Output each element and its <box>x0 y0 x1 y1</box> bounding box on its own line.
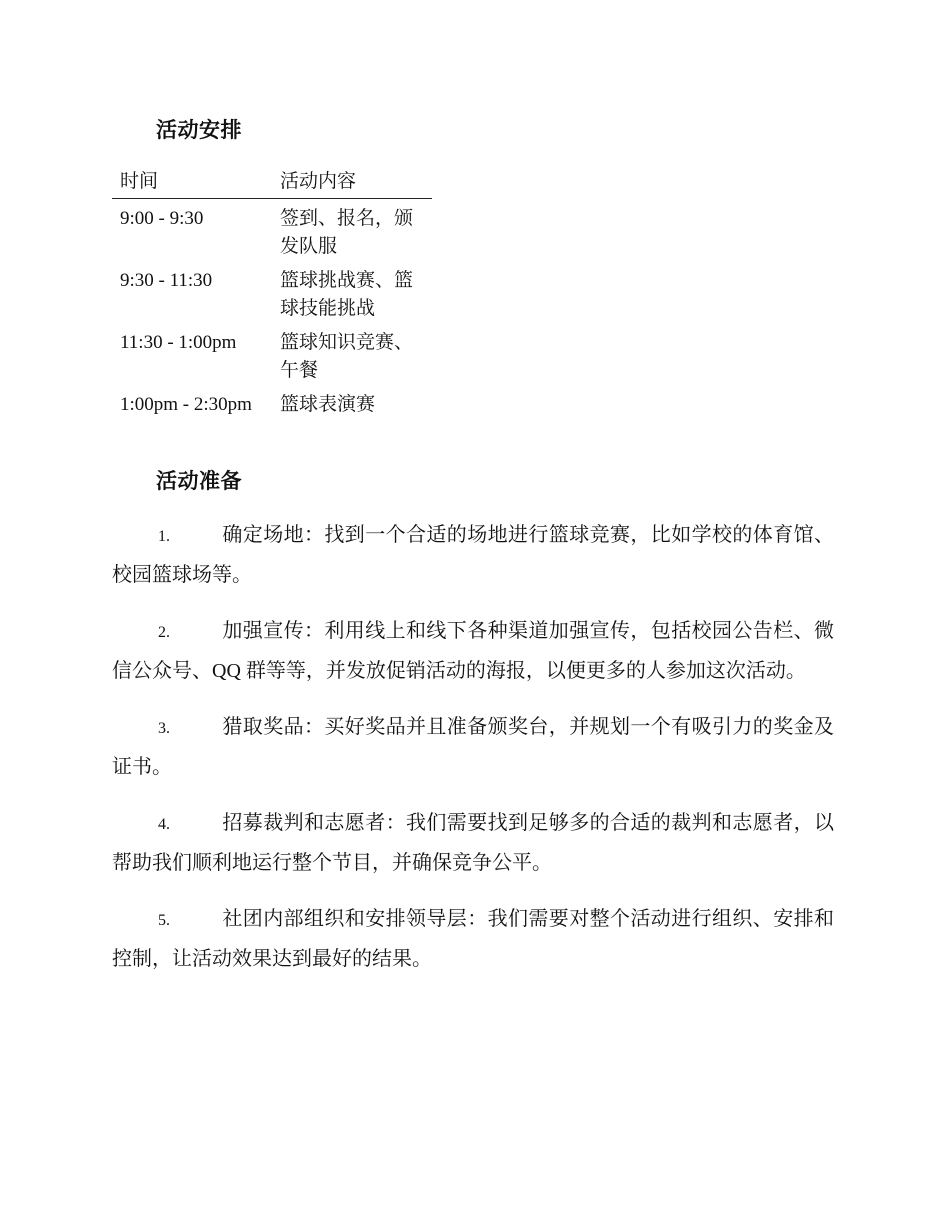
activity-cell: 篮球知识竞赛、午餐 <box>280 332 414 381</box>
preparation-heading: 活动准备 <box>156 469 242 493</box>
item-text: 猎取奖品：买好奖品并且准备颁奖台，并规划一个有吸引力的奖金及证书。 <box>112 716 834 778</box>
preparation-list <box>112 516 834 996</box>
table-row <box>112 323 432 385</box>
item-number: 1. <box>158 528 170 545</box>
schedule-header-row <box>112 168 432 199</box>
item-text: 社团内部组织和安排领导层：我们需要对整个活动进行组织、安排和控制，让活动效果达到最好的结果。 <box>112 908 834 970</box>
list-item <box>112 708 834 787</box>
list-item <box>112 900 834 979</box>
schedule-heading: 活动安排 <box>156 118 242 142</box>
item-number: 5. <box>158 912 170 929</box>
table-row <box>112 385 432 419</box>
item-number: 2. <box>158 624 170 641</box>
table-row <box>112 199 432 262</box>
schedule-table <box>112 168 432 419</box>
activity-column-header: 活动内容 <box>272 168 432 199</box>
activity-cell: 篮球表演赛 <box>280 394 376 415</box>
item-number: 3. <box>158 720 170 737</box>
activity-cell: 篮球挑战赛、篮球技能挑战 <box>280 270 414 319</box>
time-cell: 9:00 - 9:30 <box>120 208 204 229</box>
time-cell: 1:00pm - 2:30pm <box>120 394 252 415</box>
item-text: 确定场地：找到一个合适的场地进行篮球竞赛，比如学校的体育馆、校园篮球场等。 <box>112 524 834 586</box>
item-text: 加强宣传：利用线上和线下各种渠道加强宣传，包括校园公告栏、微信公众号、QQ 群等等，并发放促销活动的海报，以便更多的人参加这次活动。 <box>112 620 834 682</box>
activity-cell: 签到、报名，颁发队服 <box>280 208 414 257</box>
time-cell: 9:30 - 11:30 <box>120 270 213 291</box>
list-item <box>112 804 834 883</box>
time-column-header: 时间 <box>112 168 272 199</box>
list-item <box>112 516 834 595</box>
time-cell: 11:30 - 1:00pm <box>120 332 237 353</box>
item-number: 4. <box>158 816 170 833</box>
item-text: 招募裁判和志愿者：我们需要找到足够多的合适的裁判和志愿者，以帮助我们顺利地运行整个节目，并确保竞争公平。 <box>112 812 834 874</box>
table-row <box>112 261 432 323</box>
list-item <box>112 612 834 691</box>
